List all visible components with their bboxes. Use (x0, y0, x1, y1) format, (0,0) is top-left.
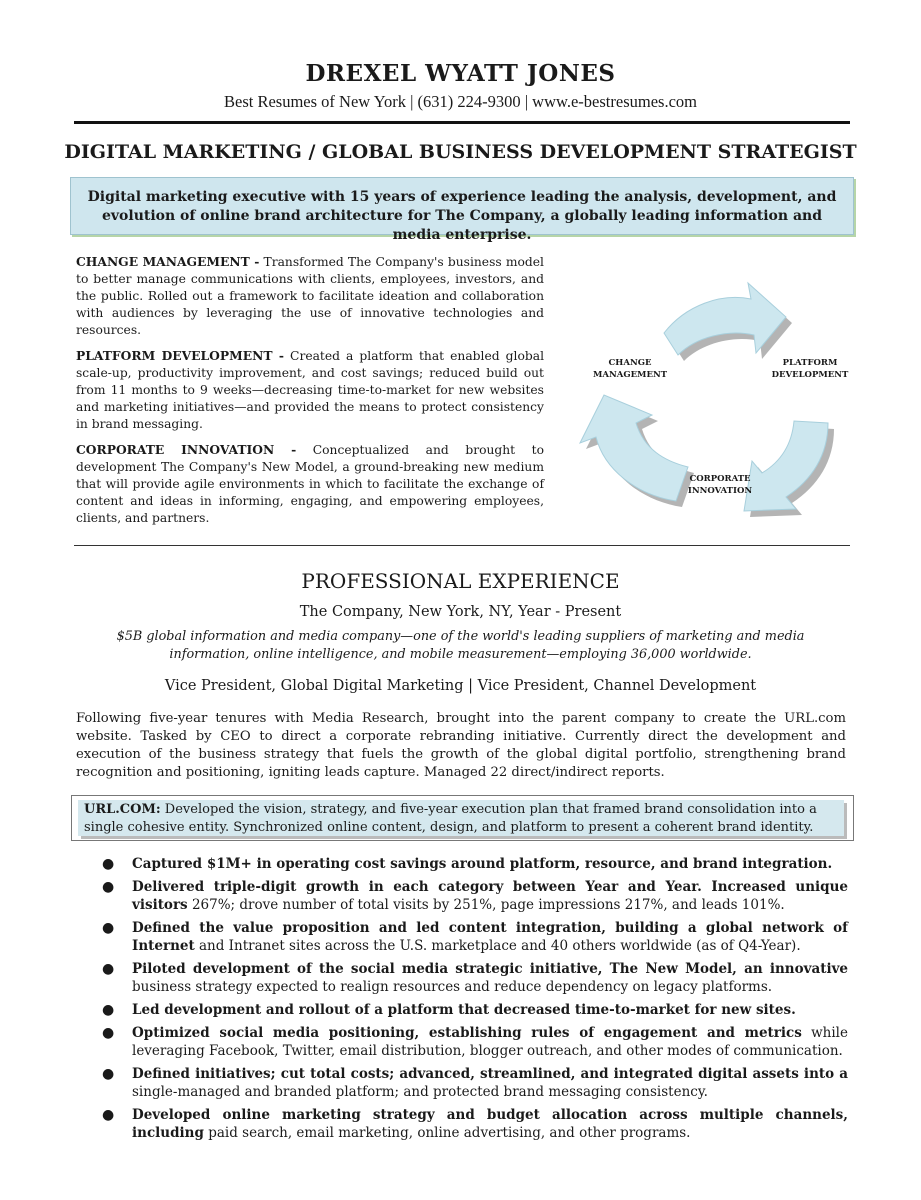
position-titles: Vice President, Global Digital Marketing | Vice President, Channel Development (164, 678, 757, 694)
bullet-icon: ● (102, 920, 115, 936)
achievement-bold: Delivered triple-digit growth in each category between Year and Year. Increased unique visitors (132, 879, 848, 913)
cycle-label-line: PLATFORM (782, 358, 838, 368)
cycle-label-change-management (582, 357, 678, 381)
achievement-text: single-managed and branded platform; and protected brand messaging consistency. (132, 1084, 708, 1100)
focus-area-text: Created a platform that enabled global scale-up, productivity improvement, and cost savings; reduced build out from 11 months to 9 weeks—decreasing time-to-market for new websites and marketing initiatives—and provided the means to protect consistency in brand messaging. (76, 349, 544, 431)
focus-area-text: Transformed The Company's business model to better manage communications with clients, employees, investors, and the public. Rolled out a framework to facilitate ideation and collaboration with audiences by leveraging the use of innovative technologies and resources. (76, 255, 544, 337)
cycle-label-line: CHANGE (608, 358, 652, 368)
contact-line: Best Resumes of New York | (631) 224-9300 | www.e-bestresumes.com (224, 92, 697, 111)
focus-area-change-management (76, 253, 544, 339)
highlight-content (78, 800, 844, 836)
role-intro: Following five-year tenures with Media Research, brought into the parent company to create the URL.com website. Tasked by CEO to direct a corporate rebranding initiative. Currently direct the development and execution of the business strategy that fuels the growth of the global digital portfolio, strengthening brand recognition and positioning, igniting leads capture. Managed 22 direct/indirect reports. (76, 711, 846, 780)
achievement-text: and Intranet sites across the U.S. marketplace and 40 others worldwide (as of Q4-Year). (194, 938, 801, 954)
focus-area-label: CHANGE MANAGEMENT - (76, 254, 260, 269)
achievement-item (100, 878, 848, 914)
achievement-bold: Developed online marketing strategy and budget allocation across multiple channels, including (132, 1107, 848, 1141)
cycle-label-platform-development (762, 357, 858, 381)
cycle-label-line: INNOVATION (687, 486, 753, 496)
focus-area-label: CORPORATE INNOVATION - (76, 442, 297, 457)
cycle-label-corporate-innovation (672, 473, 768, 497)
focus-area-platform-development (76, 347, 544, 433)
achievement-text: paid search, email marketing, online advertising, and other programs. (203, 1125, 691, 1141)
achievement-item (100, 919, 848, 955)
achievement-bold: Piloted development of the social media strategic initiative, The New Model, an innovative (132, 961, 848, 977)
bullet-icon: ● (102, 1066, 115, 1082)
achievement-bold: Led development and rollout of a platform that decreased time-to-market for new sites. (132, 1002, 796, 1018)
achievement-item (100, 1065, 848, 1101)
achievement-text: business strategy expected to realign resources and reduce dependency on legacy platforms. (132, 979, 773, 995)
achievement-bold: Defined initiatives; cut total costs; advanced, streamlined, and integrated digital assets into a (132, 1066, 848, 1082)
focus-area-text: Conceptualized and brought to development The Company's New Model, a ground-breaking new medium that will provide agile environments in which to facilitate the exchange of content and ideas in informing, engaging, and empowering employees, clients, and partners. (76, 443, 544, 525)
achievement-item (100, 1024, 848, 1060)
cycle-diagram (556, 265, 856, 535)
achievement-item (100, 1001, 848, 1019)
focus-area-corporate-innovation (76, 441, 544, 527)
bullet-icon: ● (102, 961, 115, 977)
focus-area-label: PLATFORM DEVELOPMENT - (76, 348, 285, 363)
bullet-icon: ● (102, 1002, 115, 1018)
bullet-icon: ● (102, 879, 115, 895)
achievement-bold: Captured $1M+ in operating cost savings around platform, resource, and brand integration. (132, 856, 833, 872)
candidate-name: DREXEL WYATT JONES (305, 60, 616, 87)
company-line: The Company, New York, NY, Year - Present (299, 604, 622, 620)
achievement-bold: Optimized social media positioning, establishing rules of engagement and metrics (132, 1025, 802, 1041)
cycle-label-line: DEVELOPMENT (771, 370, 849, 380)
summary-box: Digital marketing executive with 15 years of experience leading the analysis, development, and evolution of online brand architecture for The Company, a globally leading information and media enterprise. (70, 177, 854, 235)
achievement-item (100, 960, 848, 996)
section-heading-experience: PROFESSIONAL EXPERIENCE (301, 569, 620, 593)
header-divider (74, 121, 850, 124)
highlight-text: Developed the vision, strategy, and five-year execution plan that framed brand consolidation into a single cohesive entity. Synchronized online content, design, and platform to present a coherent brand identity. (84, 802, 817, 835)
professional-title: DIGITAL MARKETING / GLOBAL BUSINESS DEVELOPMENT STRATEGIST (64, 141, 857, 163)
section-divider (74, 545, 850, 546)
achievement-item (100, 855, 848, 873)
bullet-icon: ● (102, 856, 115, 872)
bullet-icon: ● (102, 1025, 115, 1041)
cycle-arrow-right (744, 421, 828, 511)
cycle-label-line: CORPORATE (689, 474, 751, 484)
achievement-bold: Defined the value proposition and led content integration, building a global network of Internet (132, 920, 848, 954)
focus-areas (76, 253, 544, 535)
achievement-item (100, 1106, 848, 1142)
highlight-label: URL.COM: (84, 802, 161, 817)
achievement-list (100, 855, 848, 1147)
achievement-text: 267%; drove number of total visits by 251%, page impressions 217%, and leads 101%. (187, 897, 785, 913)
achievement-text: while leveraging Facebook, Twitter, email distribution, blogger outreach, and other modes of communication. (132, 1025, 848, 1059)
cycle-label-line: MANAGEMENT (592, 370, 668, 380)
company-description: $5B global information and media company—one of the world's leading suppliers of marketing and media information, online intelligence, and mobile measurement—employing 36,000 worldwide. (116, 629, 805, 662)
highlight-box (71, 795, 854, 841)
bullet-icon: ● (102, 1107, 115, 1123)
